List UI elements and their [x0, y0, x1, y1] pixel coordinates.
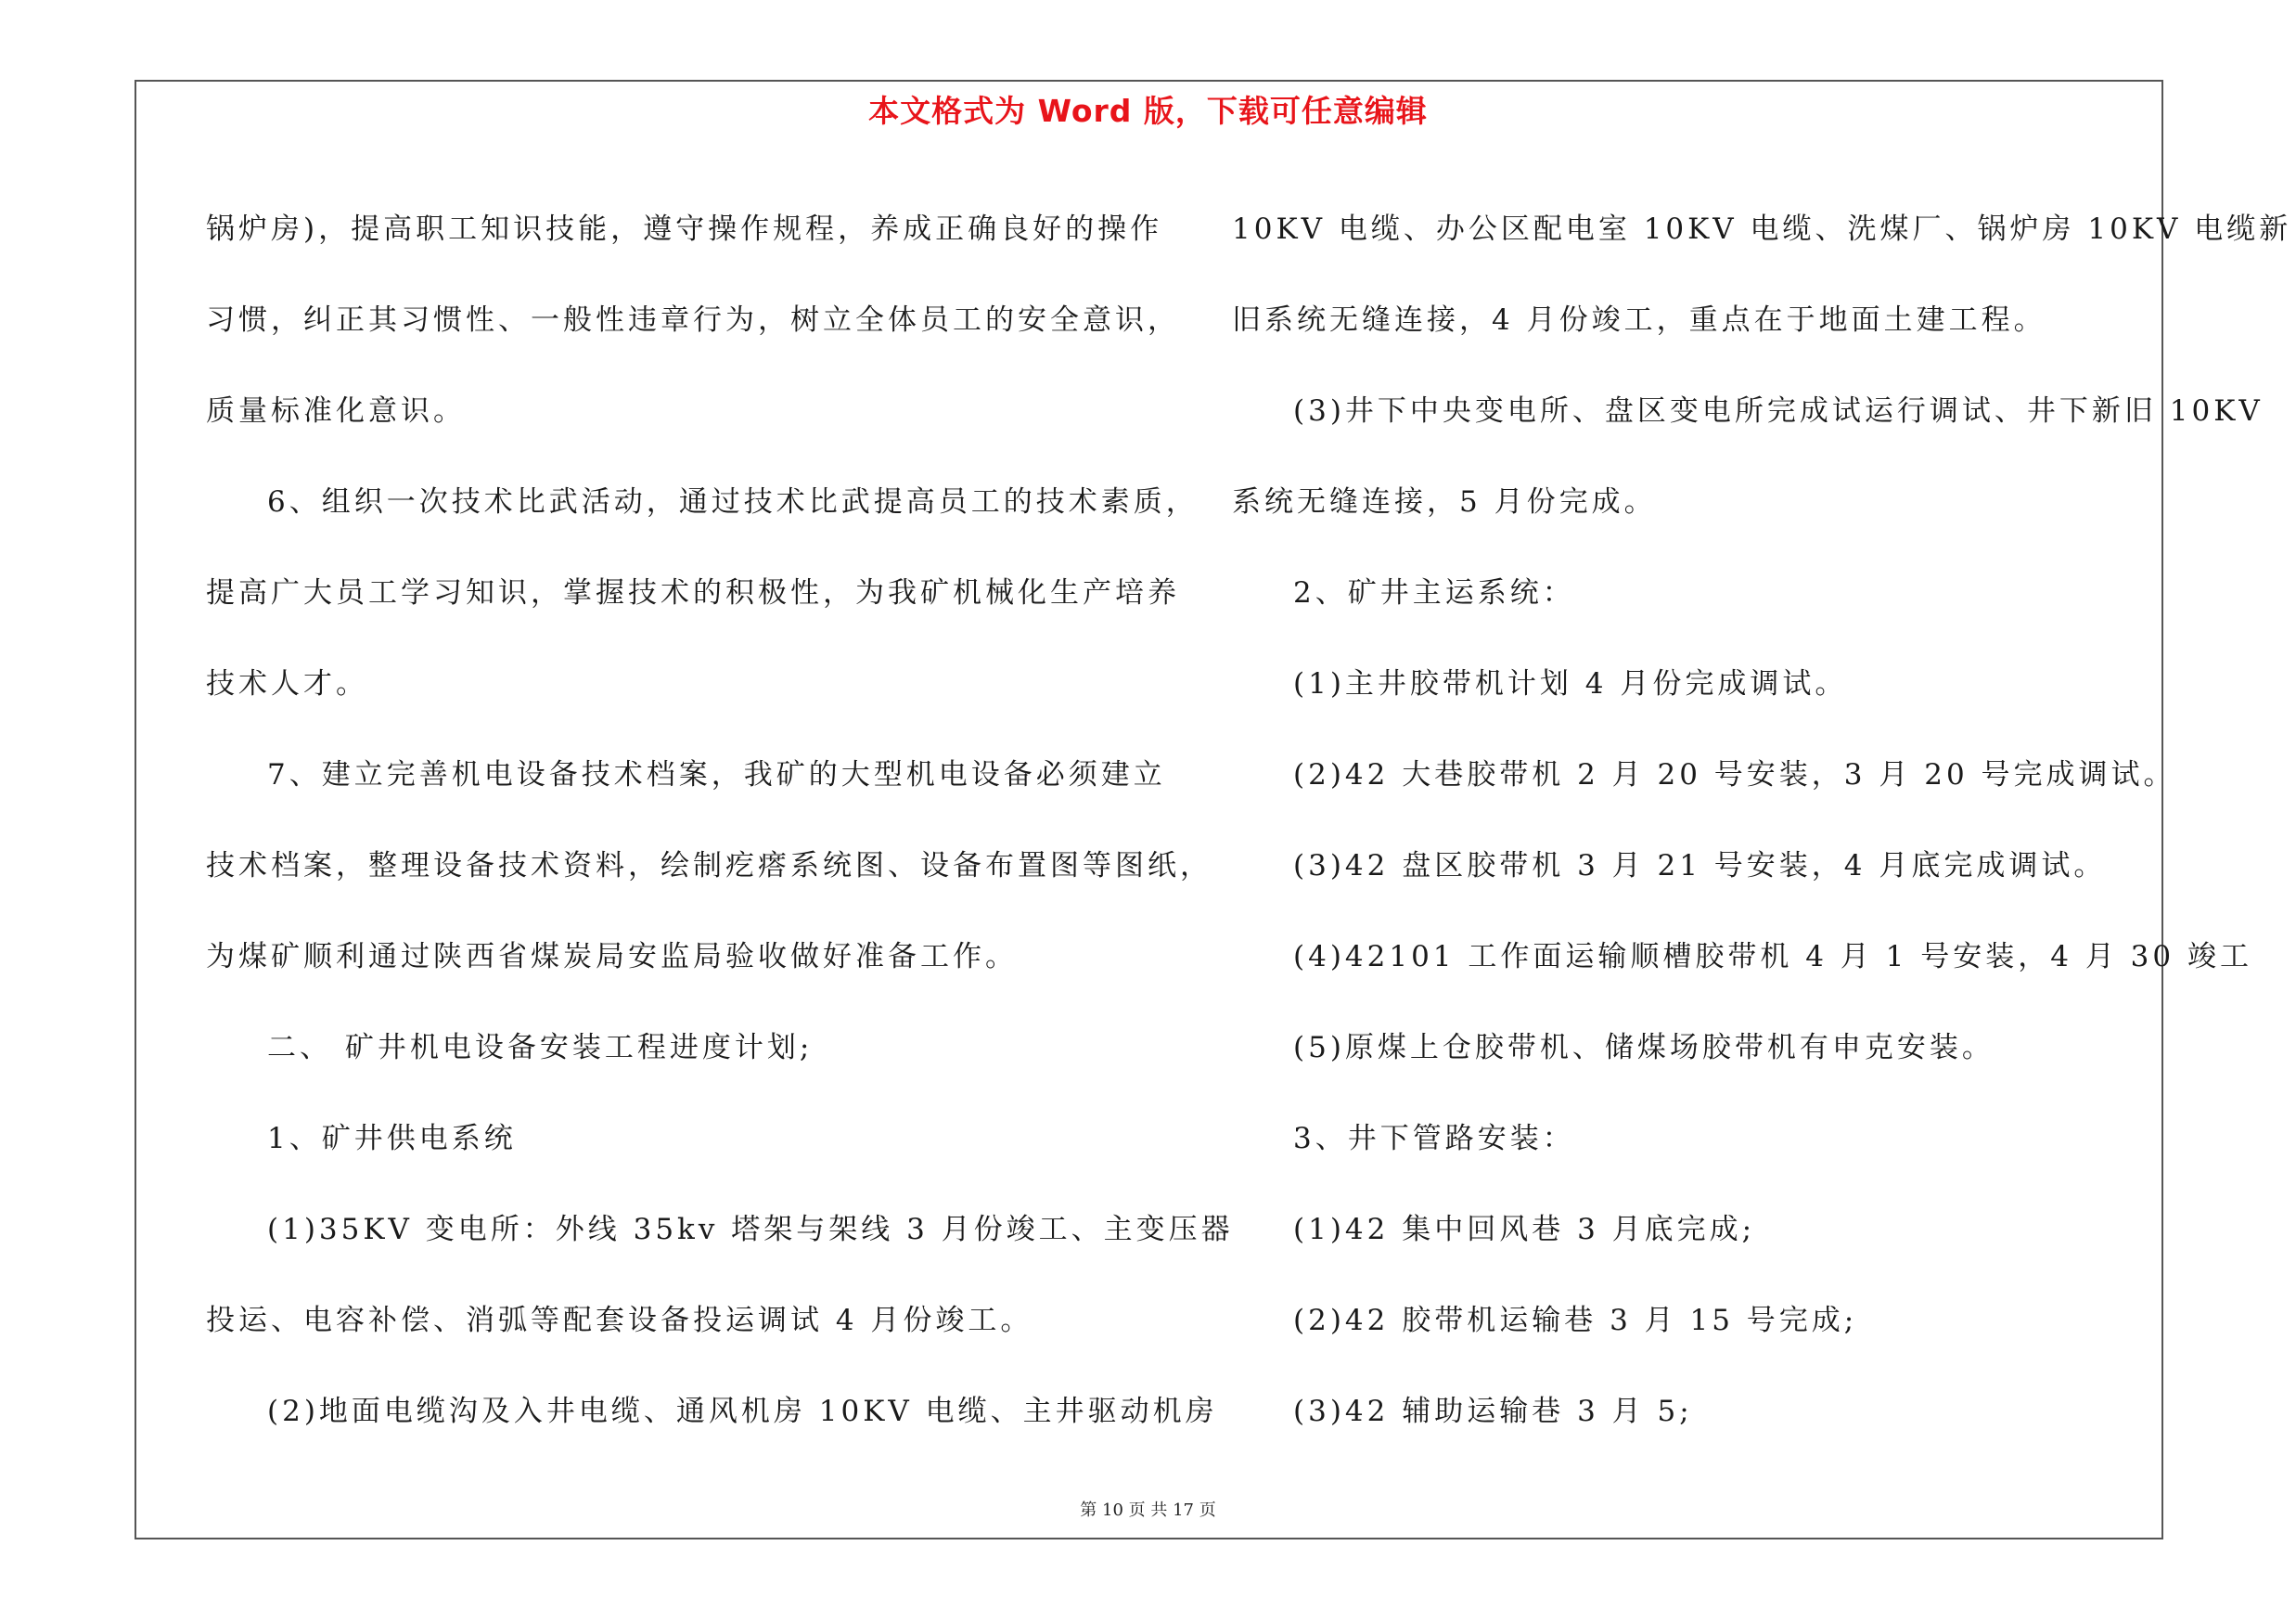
text-line: 投运、电容补偿、消弧等配套设备投运调试 4 月份竣工。 [206, 1304, 1033, 1337]
text-line: (1)主井胶带机计划 4 月份完成调试。 [1293, 667, 1848, 701]
left-text-column [206, 184, 1234, 1457]
text-line: 技术档案，整理设备技术资料，绘制疙瘩系统图、设备布置图等图纸， [206, 849, 1212, 882]
text-line: 1、矿井供电系统 [267, 1122, 517, 1155]
text-line: (1)42 集中回风巷 3 月底完成; [1293, 1213, 1756, 1246]
text-line: 2、矿井主运系统： [1293, 576, 1575, 610]
text-line: (3)42 盘区胶带机 3 月 21 号安装，4 月底完成调试。 [1293, 849, 2107, 882]
document-header-title: 本文格式为 Word 版，下载可任意编辑 [868, 93, 1428, 129]
text-line: 提高广大员工学习知识，掌握技术的积极性，为我矿机械化生产培养 [206, 576, 1180, 610]
text-line: 二、 矿井机电设备安装工程进度计划; [267, 1031, 814, 1064]
text-line: (3)井下中央变电所、盘区变电所完成试运行调试、井下新旧 10KV [1293, 394, 2264, 428]
text-line: 6、组织一次技术比武活动，通过技术比武提高员工的技术素质， [267, 485, 1199, 519]
page-number-footer: 第 10 页 共 17 页 [1080, 1501, 1216, 1520]
text-line: 习惯，纠正其习惯性、一般性违章行为，树立全体员工的安全意识， [206, 303, 1180, 337]
text-line: 系统无缝连接，5 月份完成。 [1232, 485, 1657, 519]
text-line: 质量标准化意识。 [206, 394, 466, 428]
text-line: (5)原煤上仓胶带机、储煤场胶带机有申克安装。 [1293, 1031, 1995, 1064]
text-line: 3、井下管路安装： [1293, 1122, 1575, 1155]
text-line: (2)42 大巷胶带机 2 月 20 号安装，3 月 20 号完成调试。 [1293, 758, 2176, 792]
text-line: 7、建立完善机电设备技术档案，我矿的大型机电设备必须建立 [267, 758, 1166, 792]
text-line: (4)42101 工作面运输顺槽胶带机 4 月 1 号安装，4 月 30 竣工 [1293, 940, 2252, 973]
text-line: 10KV 电缆、办公区配电室 10KV 电缆、洗煤厂、锅炉房 10KV 电缆新 [1232, 213, 2292, 246]
text-line: (2)地面电缆沟及入井电缆、通风机房 10KV 电缆、主井驱动机房 [267, 1395, 1218, 1428]
text-line: (1)35KV 变电所：外线 35kv 塔架与架线 3 月份竣工、主变压器 [267, 1213, 1234, 1246]
text-line: (3)42 辅助运输巷 3 月 5; [1293, 1395, 1693, 1428]
text-line: 旧系统无缝连接，4 月份竣工，重点在于地面土建工程。 [1232, 303, 2046, 337]
text-line: 技术人才。 [206, 667, 368, 701]
text-line: 锅炉房)，提高职工知识技能，遵守操作规程，养成正确良好的操作 [206, 213, 1163, 246]
text-line: 为煤矿顺利通过陕西省煤炭局安监局验收做好准备工作。 [206, 940, 1018, 973]
right-text-column [1232, 184, 2292, 1457]
text-line: (2)42 胶带机运输巷 3 月 15 号完成; [1293, 1304, 1858, 1337]
